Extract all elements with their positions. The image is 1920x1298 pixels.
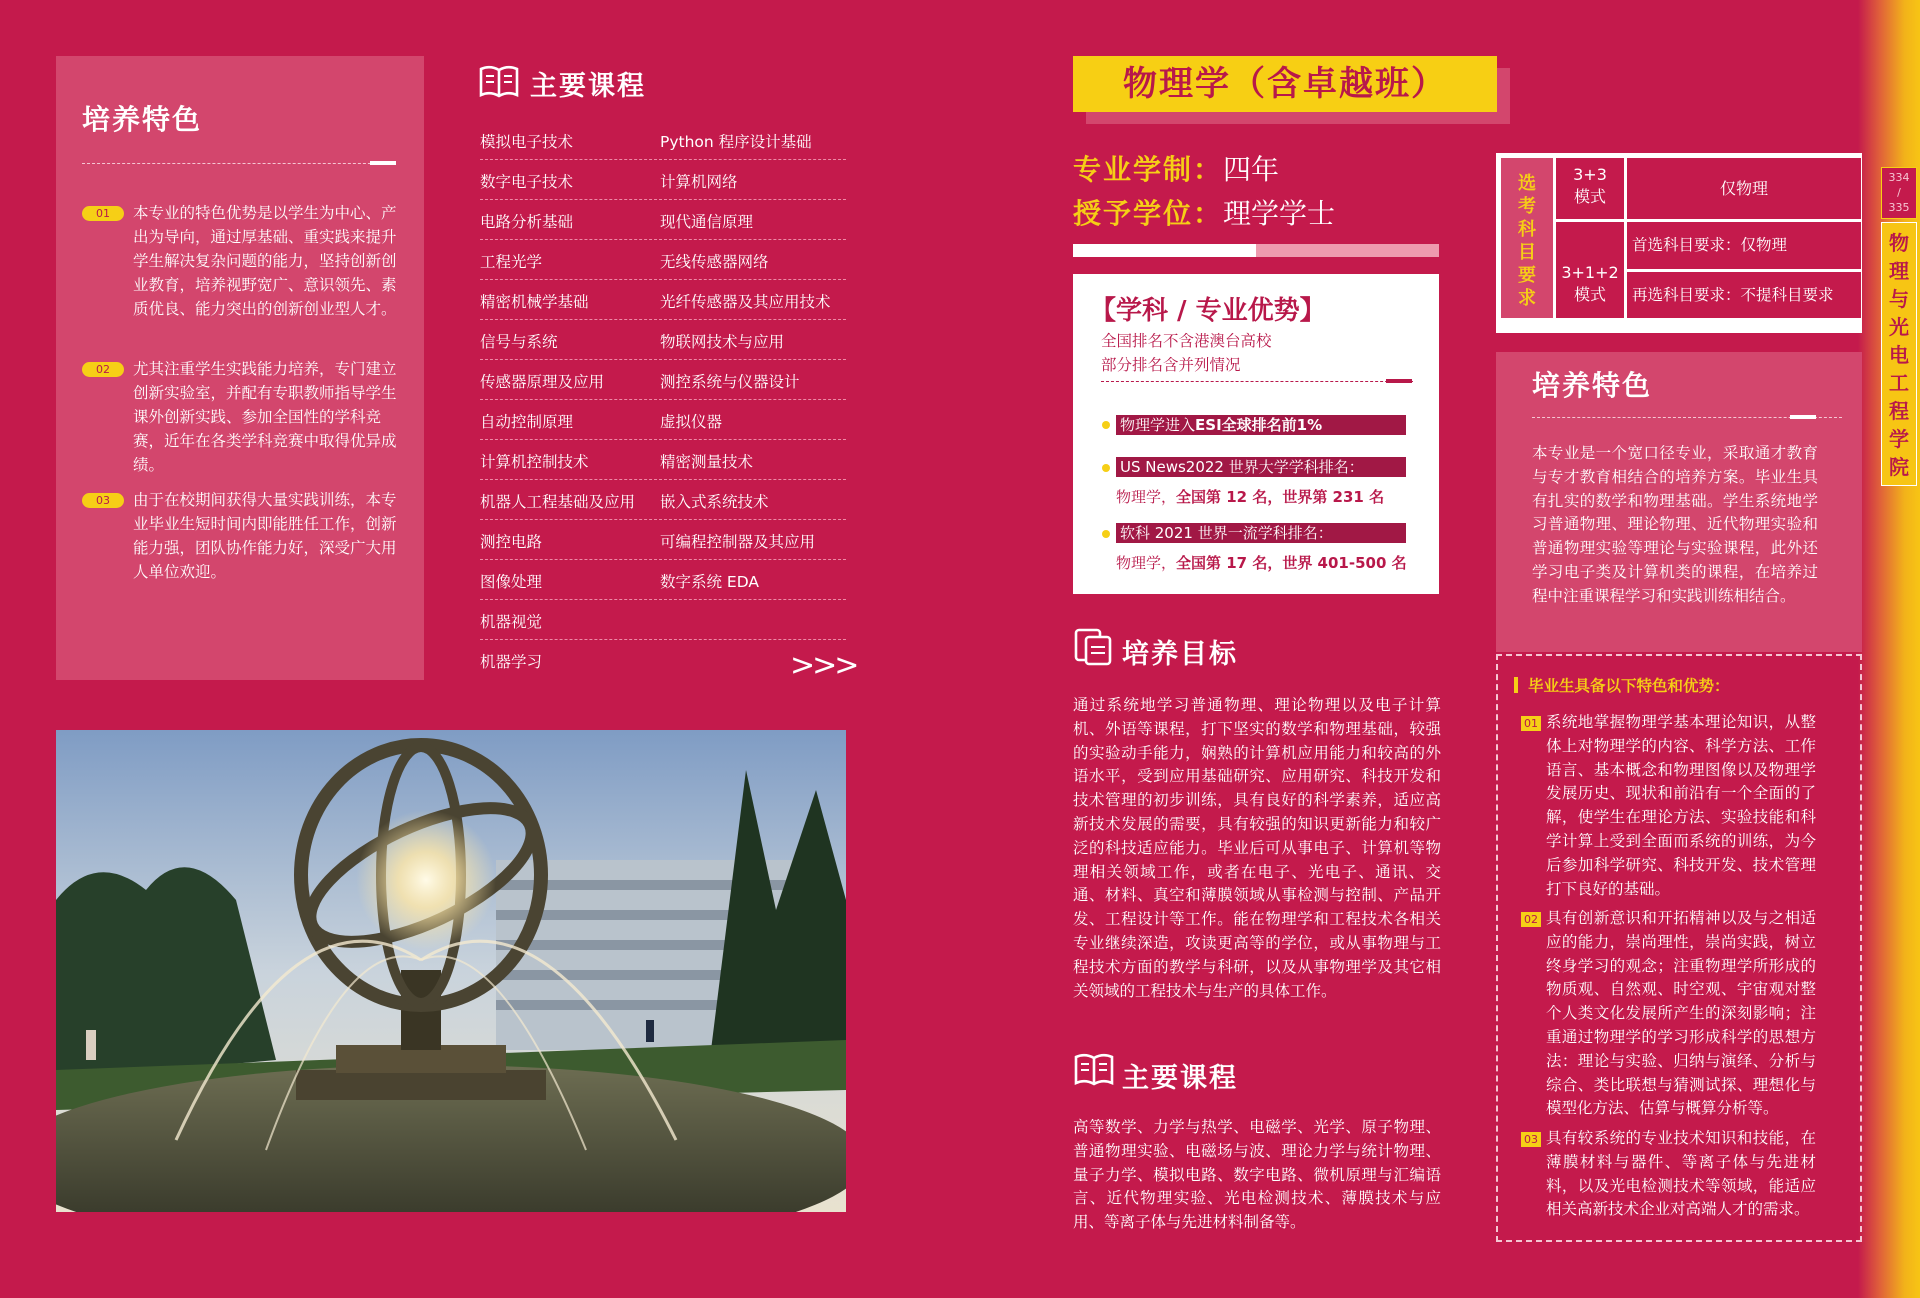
course-name: 图像处理 — [480, 573, 543, 591]
course-row — [480, 440, 846, 480]
more-arrows-icon: >>> — [790, 648, 857, 683]
graduate-strengths-heading: 毕业生具备以下特色和优势： — [1528, 677, 1730, 695]
course-name: 电路分析基础 — [480, 213, 574, 231]
course-row — [480, 520, 846, 560]
item-number-badge: 01 — [82, 206, 124, 221]
middle-courses-text: 高等数学、力学与热学、电磁学、光学、原子物理、普通物理实验、电磁场与波、理论力学与统计物理、量子力学、模拟电路、数字电路、微机原理与汇编语言、近代物理实验、光电检测技术、薄膜技术与应用、等离子体与先进材料制备等。 — [1073, 1118, 1441, 1232]
course-name: 计算机网络 — [660, 173, 738, 191]
divider — [82, 163, 396, 164]
course-row — [480, 360, 846, 400]
course-name: 物联网技术与应用 — [660, 333, 785, 351]
ranking-subject: 物理学， — [1116, 554, 1177, 572]
course-name: 信号与系统 — [480, 333, 558, 351]
ranking-highlight — [1116, 415, 1406, 435]
course-name: 模拟电子技术 — [480, 133, 574, 151]
course-name: 精密测量技术 — [660, 453, 754, 471]
course-row — [480, 560, 846, 600]
course-name: 机器人工程基础及应用 — [480, 493, 636, 511]
divider-accent — [370, 161, 396, 165]
course-row — [480, 280, 846, 320]
course-name: 无线传感器网络 — [660, 253, 769, 271]
ranking-bold: ESI全球排名前1% — [1195, 416, 1323, 434]
page-number: 334 / 335 — [1881, 167, 1917, 219]
heading-marker — [1514, 677, 1518, 693]
duration-label: 专业学制： — [1073, 153, 1224, 186]
ranking-detail — [1116, 486, 1384, 507]
course-name: 虚拟仪器 — [660, 413, 723, 431]
ranking-highlight — [1116, 523, 1406, 543]
item-number-badge: 02 — [1521, 912, 1541, 927]
goal-text: 通过系统地学习普通物理、理论物理以及电子计算机、外语等课程，打下坚实的数学和物理基础，较强的实验动手能力，娴熟的计算机应用能力和较高的外语水平，受到应用基础研究、应用研究、科技开发和技术管理的初步训练，具有良好的科学素养，适应高新技术发展的需要，具有较强的知识更新能力和较广泛的科技适应能力。毕业后可从事电子、计算机等物理相关领域工作，或者在电子、光电子、通讯、交通、材料、真空和薄膜领域从事检测与控制、产品开发、工程设计等工作。能在物理学和工程技术各相关专业继续深造，攻读更高等的学位，或从事物理与工程技术方面的教学与科研，以及从事物理学及其它相关领域的工程技术与生产的具体工作。 — [1073, 696, 1441, 1000]
degree-row — [1073, 192, 1335, 232]
ranking-text: 软科 2021 世界一流学科排名： — [1120, 524, 1333, 542]
bullet-icon — [1102, 530, 1110, 538]
graduate-item-text: 系统地掌握物理学基本理论知识，从整体上对物理学的内容、科学方法、工作语言、基本概念和物理图像以及物理学发展历史、现状和前沿有一个全面的了解，使学生在理论方法、实验技能和科学计算上受到全面而系统的训练，为今后参加科学研究、科技开发、技术管理打下良好的基础。 — [1546, 713, 1816, 898]
course-name: 数字系统 EDA — [660, 573, 759, 591]
course-row — [480, 120, 846, 160]
feature-item-text: 本专业的特色优势是以学生为中心、产出为导向，通过厚基础、重实践来提升学生解决复杂问题的能力，坚持创新创业教育，培养视野宽广、意识领先、素质优良、能力突出的创新创业型人才。 — [133, 204, 397, 318]
ranking-detail — [1116, 552, 1407, 573]
right-features-text: 本专业是一个宽口径专业，采取通才教育与专才教育相结合的培养方案。毕业生具有扎实的数学和物理基础。学生系统地学习普通物理、理论物理、近代物理实验和普通物理实验等理论与实验课程，此外还学习电子类及计算机类的课程，在培养过程中注重课程学习和实践训练相结合。 — [1532, 444, 1818, 605]
school-name-tab: 物理与光电工程学院 — [1881, 222, 1917, 486]
degree-value: 理学学士 — [1223, 197, 1336, 230]
bullet-icon — [1102, 464, 1110, 472]
course-name: 数字电子技术 — [480, 173, 574, 191]
mode-cell: 3+3 模式 — [1556, 158, 1624, 219]
feature-item-text: 尤其注重学生实践能力培养，专门建立创新实验室，并配有专职教师指导学生课外创新实践、参加全国性的学科竞赛，近年在各类学科竞赛中取得优异成绩。 — [133, 360, 397, 474]
item-number-badge: 03 — [82, 493, 124, 508]
course-name: 现代通信原理 — [660, 213, 754, 231]
degree-label: 授予学位： — [1073, 197, 1224, 230]
ranking-text: 物理学进入 — [1120, 416, 1196, 434]
duration-row — [1073, 148, 1279, 188]
duration-value: 四年 — [1223, 153, 1280, 186]
feature-item-text: 由于在校期间获得大量实践训练，本专业毕业生短时间内即能胜任工作，创新能力强，团队协作能力好，深受广大用人单位欢迎。 — [133, 491, 397, 581]
ranking-result: 全国第 17 名，世界 401-500 名 — [1176, 554, 1407, 572]
course-row — [480, 240, 846, 280]
item-number-badge: 02 — [82, 362, 124, 377]
table-side-label: 选考科目要求 — [1518, 173, 1536, 309]
course-name: 测控电路 — [480, 533, 543, 551]
course-row — [480, 200, 846, 240]
ranking-subject: 物理学， — [1116, 488, 1177, 506]
course-name: 机器视觉 — [480, 613, 543, 631]
course-row — [480, 480, 846, 520]
course-name: 精密机械学基础 — [480, 293, 589, 311]
left-features-title: 培养特色 — [82, 103, 203, 136]
course-row — [480, 320, 846, 360]
course-name: 工程光学 — [480, 253, 543, 271]
divider-accent — [1386, 379, 1412, 383]
first-subject-requirement: 首选科目要求：仅物理 — [1627, 222, 1861, 269]
course-name: 自动控制原理 — [480, 413, 574, 431]
course-name: 嵌入式系统技术 — [660, 493, 769, 511]
divider-accent — [1790, 415, 1816, 419]
ranking-text: US News2022 世界大学学科排名： — [1120, 458, 1364, 476]
divider-bar — [1256, 244, 1439, 257]
campus-fountain-photo — [56, 730, 846, 1212]
item-number-badge: 01 — [1521, 716, 1541, 731]
course-name: 光纤传感器及其应用技术 — [660, 293, 831, 311]
major-title: 物理学（含卓越班） — [1123, 64, 1447, 104]
bullet-icon — [1102, 421, 1110, 429]
mode-requirement: 仅物理 — [1627, 158, 1861, 219]
course-name: 可编程控制器及其应用 — [660, 533, 816, 551]
advantage-note: 全国排名不含港澳台高校 — [1101, 332, 1272, 350]
course-row — [480, 400, 846, 440]
divider-bar — [1073, 244, 1256, 257]
divider — [1101, 381, 1413, 382]
target-doc-icon — [1073, 627, 1115, 667]
course-row — [480, 160, 846, 200]
middle-courses-title: 主要课程 — [1122, 1063, 1238, 1094]
book-icon — [1073, 1052, 1115, 1088]
ranking-highlight — [1116, 457, 1406, 477]
advantage-note: 部分排名含并列情况 — [1101, 356, 1241, 374]
ranking-result: 全国第 12 名，世界第 231 名 — [1176, 488, 1385, 506]
graduate-item-text: 具有较系统的专业技术知识和技能，在薄膜材料与器件、等离子体与先进材料，以及光电检测技术等领域，能适应相关高新技术企业对高端人才的需求。 — [1546, 1129, 1816, 1219]
course-name: 机器学习 — [480, 653, 543, 671]
course-row — [480, 600, 846, 640]
course-name: Python 程序设计基础 — [660, 133, 812, 151]
course-name: 测控系统与仪器设计 — [660, 373, 800, 391]
left-courses-title: 主要课程 — [530, 71, 646, 102]
advantage-title: 【学科 / 专业优势】 — [1090, 296, 1326, 326]
goal-title: 培养目标 — [1122, 639, 1238, 670]
mode-cell: 3+1+2 模式 — [1556, 222, 1624, 318]
course-name: 计算机控制技术 — [480, 453, 589, 471]
second-subject-requirement: 再选科目要求：不提科目要求 — [1627, 272, 1861, 318]
graduate-item-text: 具有创新意识和开拓精神以及与之相适应的能力，崇尚理性，崇尚实践，树立终身学习的观念；注重物理学所形成的物质观、自然观、时空观、宇宙观对整个人类文化发展所产生的深刻影响；注重通过物理学的学习形成科学的思想方法：理论与实验、归纳与演绎、分析与综合、类比联想与猜测试探、理想化与模型化方法、估算与概算分析等。 — [1546, 909, 1816, 1118]
book-icon — [478, 64, 520, 100]
item-number-badge: 03 — [1521, 1132, 1541, 1147]
course-name: 传感器原理及应用 — [480, 373, 605, 391]
right-features-title: 培养特色 — [1532, 369, 1653, 402]
